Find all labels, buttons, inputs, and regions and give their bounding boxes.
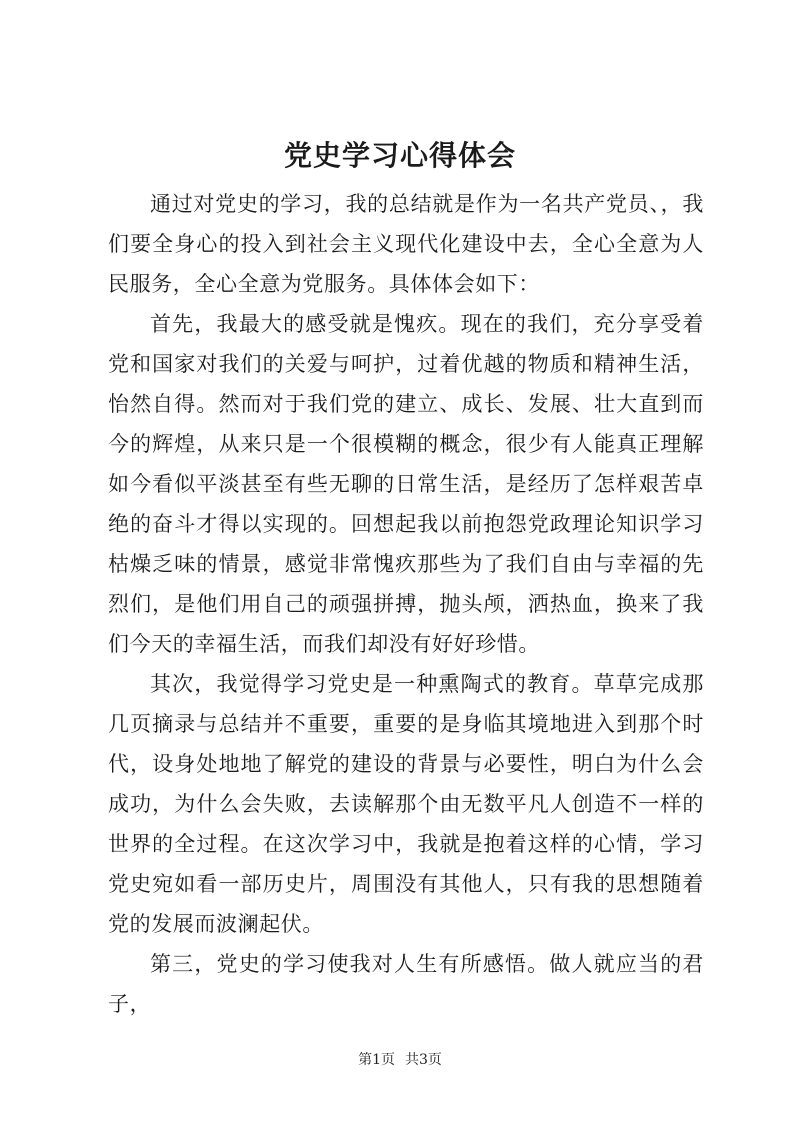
paragraph-third-point: 第三，党史的学习使我对人生有所感悟。做人就应当的君子， bbox=[108, 952, 704, 1016]
page-number: 第1页 bbox=[358, 1052, 395, 1068]
paragraph-first-point: 首先，我最大的感受就是愧疚。现在的我们，充分享受着党和国家对我们的关爱与呵护，过着优越的物质和精神生活，怡然自得。然而对于我们党的建立、成长、发展、壮大直到而今的辉煌，从来只是一个很模糊的概念，很少有人能真正理解如今看似平淡甚至有些无聊的日常生活，是经历了怎样艰苦卓绝的奋斗才得以实现的。回想起我以前抱怨党政理论知识学习枯燥乏味的情景，感觉非常愧疚那些为了我们自由与幸福的先烈们，是他们用自己的顽强拼搏，抛头颅，洒热血，换来了我们今天的幸福生活，而我们却没有好好珍惜。 bbox=[108, 312, 704, 656]
page-footer bbox=[0, 1050, 800, 1070]
document-body bbox=[108, 184, 704, 1024]
document-title: 党史学习心得体会 bbox=[283, 139, 516, 172]
paragraph-second-point: 其次，我觉得学习党史是一种熏陶式的教育。草草完成那几页摘录与总结并不重要，重要的是身临其境地进入到那个时代，设身处地地了解党的建设的背景与必要性，明白为什么会成功，为什么会失败，去读解那个由无数平凡人创造不一样的世界的全过程。在这次学习中，我就是抱着这样的心情，学习党史宛如看一部历史片，周围没有其他人，只有我的思想随着党的发展而波澜起伏。 bbox=[108, 672, 704, 936]
page-total: 共3页 bbox=[405, 1052, 442, 1068]
paragraph-intro: 通过对党史的学习，我的总结就是作为一名共产党员、，我们要全身心的投入到社会主义现代化建设中去，全心全意为人民服务，全心全意为党服务。具体体会如下： bbox=[108, 192, 704, 296]
